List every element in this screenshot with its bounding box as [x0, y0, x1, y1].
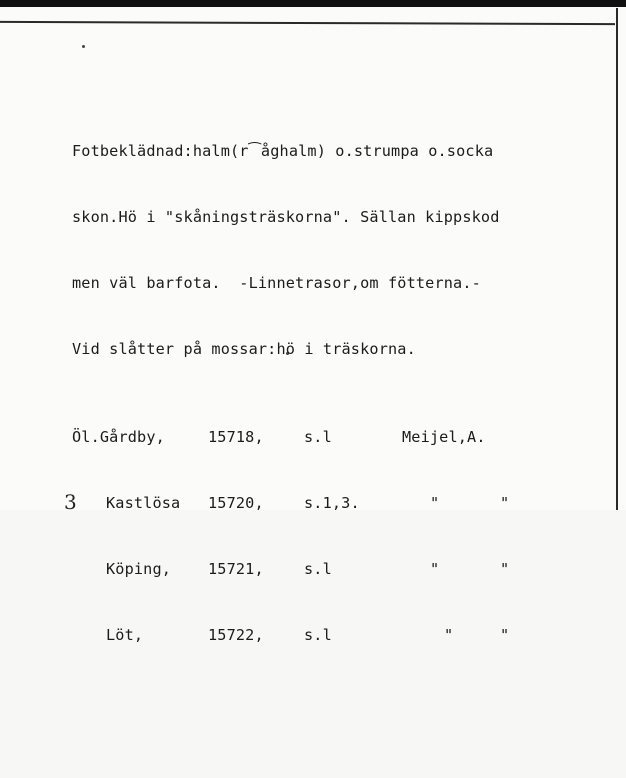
record-row-3: [72, 558, 510, 580]
page-mark: 3: [64, 490, 77, 514]
record-place: Öl.Gårdby,: [72, 428, 165, 446]
record-place: Löt,: [106, 626, 144, 644]
right-edge-line: [616, 8, 618, 510]
record-collector: Meijel,A.: [402, 428, 486, 446]
ditto-mark: ": [430, 494, 440, 512]
ditto-mark: ": [500, 494, 510, 512]
speck: [82, 45, 85, 48]
record-code: 15722,: [208, 626, 264, 644]
text-line-1: Fotbeklädnad:halm(r⁀åghalm) o.strumpa o.socka: [72, 142, 494, 160]
text-line-4: Vid slåtter på mossar:hö i träskorna.: [72, 340, 416, 358]
record-row-2: [72, 492, 510, 514]
record-row-4: [72, 624, 510, 646]
record-rest: s.l: [304, 428, 332, 446]
record-rest: s.1,3.: [304, 494, 360, 512]
record-code: 15720,: [208, 494, 264, 512]
top-edge-band: [0, 0, 626, 7]
record-place: Köping,: [106, 560, 172, 578]
text-line-3: men väl barfota. -Linnetrasor,om fötterna.-: [72, 274, 481, 292]
record-row-1: [72, 426, 500, 448]
record-code: 15721,: [208, 560, 264, 578]
ditto-mark: ": [500, 560, 510, 578]
card-text: [72, 96, 510, 690]
ditto-mark: ": [500, 626, 510, 644]
record-code: 15718,: [208, 428, 264, 446]
top-rule-line: [0, 21, 615, 25]
ditto-mark: ": [430, 560, 440, 578]
record-rest: s.l: [304, 626, 332, 644]
record-place: Kastlösa: [106, 494, 181, 512]
ditto-mark: ": [444, 626, 454, 644]
text-line-2: skon.Hö i "skåningsträskorna". Sällan kippskod: [72, 208, 500, 226]
record-rest: s.l: [304, 560, 332, 578]
